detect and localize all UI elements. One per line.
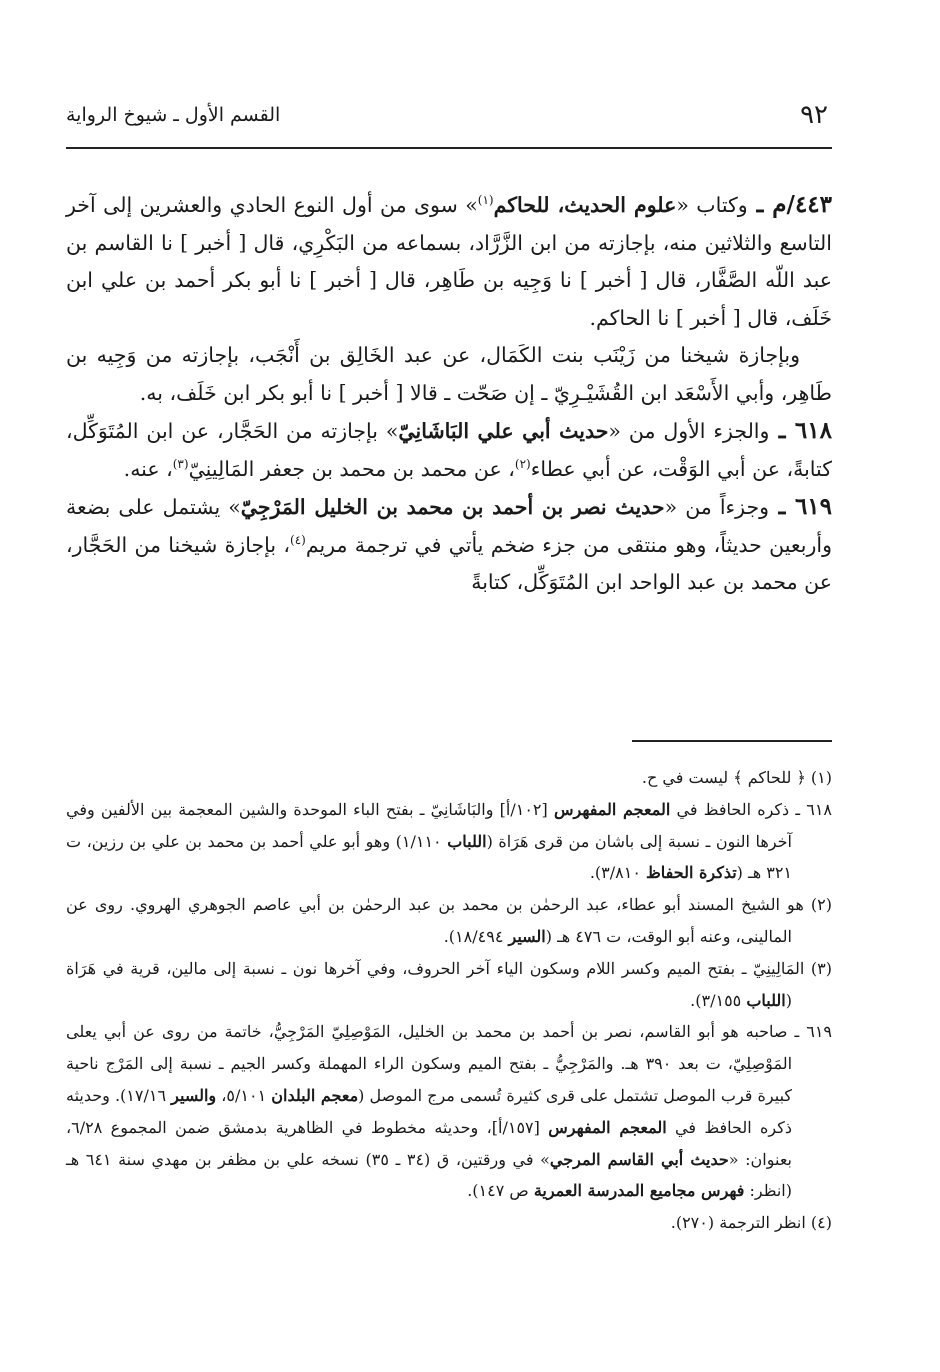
- text-run: وكتاب «: [676, 193, 748, 217]
- footnote-ref: (٣): [172, 456, 189, 471]
- footnote-ref: (٤): [290, 532, 306, 547]
- text-run: ص ١٤٧).: [467, 1181, 534, 1201]
- emphasis-text: المعجم المفهرس: [548, 1117, 667, 1137]
- emphasis-text: المعجم المفهرس: [553, 799, 671, 819]
- text-run: (١) ﴿ للحاكم ﴾ ليست في ح.: [641, 768, 832, 787]
- emphasis-text: فهرس مجاميع المدرسة العمرية: [533, 1181, 745, 1201]
- text-run: وجزءاً من «: [664, 495, 770, 519]
- footnote: [66, 889, 832, 953]
- emphasis-text: معجم البلدان: [271, 1085, 359, 1105]
- text-run: (٣) المَالِينِيّ ـ بفتح الميم وكسر اللام وسكون الياء آخر الحروف، وفي آخرها نون ـ نسبة إلى مالين، قرية في هَرَاة (: [66, 958, 832, 1010]
- footnote: [66, 1016, 832, 1207]
- footnotes: [66, 762, 832, 1239]
- paragraph: [66, 186, 832, 337]
- text-run: ٣/٨١٠).: [589, 863, 646, 883]
- text-run: ، عنه.: [123, 456, 173, 481]
- paragraph: [66, 488, 832, 602]
- emphasis-text: ٦١٨ ـ: [769, 417, 832, 444]
- emphasis-text: حديث نصر بن أحمد بن محمد بن الخليل المَرْجِيّ: [240, 495, 665, 519]
- text-run: [١٠٢/أ] والبَاشَانِيّ ـ بفتح الباء الموحدة والشين المعجمة بين الألفين وفي آخرها النون ـ نسبة إلى باشان من قرى هَرَاة (: [66, 799, 792, 851]
- emphasis-text: والسير: [171, 1085, 217, 1105]
- emphasis-text: تذكرة الحفاظ: [646, 863, 737, 883]
- emphasis-text: السير: [508, 926, 546, 946]
- emphasis-text: ٤٤٣/م ـ: [747, 191, 832, 218]
- text-run: ، بإجازة شيخنا من الحَجَّار، عن محمد بن عبد الواحد ابن المُتَوَكِّل، كتابةً: [66, 532, 832, 594]
- text-run: ٣/١٥٥).: [690, 990, 747, 1010]
- text-run: » في ورقتين، ق (٣٤ ـ ٣٥) نسخه علي بن مظفر بن مهدي سنة ٦٤١ هـ (انظر:: [66, 1149, 792, 1201]
- main-text: [66, 186, 832, 602]
- text-run: [١٥٧/أ]، وحديثه مخطوط في الظاهرية بدمشق ضمن المجموع ٦/٢٨، بعنوان: «: [66, 1117, 793, 1169]
- footnote-ref: (١): [477, 193, 494, 208]
- text-run: ٦١٨ ـ ذكره الحافظ في: [670, 799, 833, 819]
- text-run: » سوى من أول النوع الحادي والعشرين إلى آخر التاسع والثلاثين منه، بإجازته من ابن الزَّرَّاد، بسماعه من البَكْرِي، قال [ أخبر ] نا القاسم بن عبد اللّه الصَّفَّار، قال [ أخبر ] نا وَجِيه بن طَاهِر، قال [ أخبر ] نا أبو بكر أحمد بن علي ابن خَلَف، قال [ أخبر ] نا الحاكم.: [66, 193, 832, 330]
- text-run: ٥/١٠١،: [216, 1085, 272, 1105]
- footnote: [66, 1207, 832, 1239]
- footnote: [66, 794, 832, 889]
- emphasis-text: ٦١٩ ـ: [769, 493, 832, 520]
- emphasis-text: حديث أبي علي البَاشَانِيّ: [398, 419, 609, 443]
- header-rule: [66, 147, 832, 149]
- text-run: ٦١٩ ـ صاحبه هو أبو القاسم، نصر بن أحمد بن محمد بن الخليل، المَوْصِلِيّ المَرْجِيُّ، خاتمة من روى عن أبي يعلى المَوْصِلِيّ، ت بعد ٣٩٠ هـ. والمَرْجِيُّ ـ بفتح الميم وسكون الراء المهملة وكسر الجيم ـ نسبة إلى المَرْج ناحية كبيرة قرب الموصل تشتمل على قرى كثيرة تُسمى مرج الموصل (: [66, 1022, 832, 1105]
- emphasis-text: علوم الحديث، للحاكم: [493, 193, 677, 217]
- text-run: ١٨/٤٩٤).: [443, 926, 509, 946]
- footnote-ref: (٢): [514, 456, 531, 471]
- emphasis-text: اللباب: [746, 990, 786, 1010]
- emphasis-text: اللباب: [447, 831, 487, 851]
- running-head: القسم الأول ـ شيوخ الرواية: [66, 104, 281, 126]
- text-run: وبإجازة شيخنا من زَيْنَب بنت الكَمَال، عن عبد الخَالِق بن أَنْجَب، بإجازته من وَجِيه بن طَاهِر، وأبي الأَسْعَد ابن القُشَيْـرِيّ ـ إن صَحّت ـ قالا [ أخبر ] نا أبو بكر ابن خَلَف، به.: [66, 343, 832, 405]
- text-run: » بإجازته من الحَجَّار، عن ابن المُتَوَكِّل، كتابةً، عن أبي الوَقْت، عن أبي عطاء: [66, 419, 832, 481]
- text-run: ، عن محمد بن محمد بن جعفر المَالِينِيّ: [188, 456, 515, 481]
- emphasis-text: حديث أبي القاسم المرجي: [549, 1149, 729, 1169]
- text-run: (٤) انظر الترجمة (٢٧٠).: [670, 1213, 832, 1233]
- text-run: » يشتمل على بضعة وأربعين حديثاً، وهو منتقى من جزء ضخم يأتي في ترجمة مريم: [66, 495, 832, 557]
- page-header: [66, 100, 828, 132]
- paragraph: [66, 412, 832, 488]
- footnote: [66, 762, 832, 794]
- text-run: والجزء الأول من «: [608, 419, 770, 443]
- text-run: ١٧/١٦). وحديثه ذكره الحافظ في: [66, 1085, 792, 1137]
- text-run: (٢) هو الشيخ المسند أبو عطاء، عبد الرحمٰن بن محمد بن عبد الرحمٰن بن أبي عاصم الجوهري الهروي. روى عن المالينى، وعنه أبو الوقت، ت ٤٧٦ هـ (: [66, 895, 832, 946]
- footnote-separator: [632, 740, 832, 742]
- paragraph: [66, 337, 832, 412]
- footnote: [66, 953, 832, 1017]
- page-number: ٩٢: [800, 100, 828, 130]
- text-run: ١/١١٠) وهو أبو علي أحمد بن محمد بن علي بن رزين، ت ٣٢١ هـ (: [66, 831, 792, 883]
